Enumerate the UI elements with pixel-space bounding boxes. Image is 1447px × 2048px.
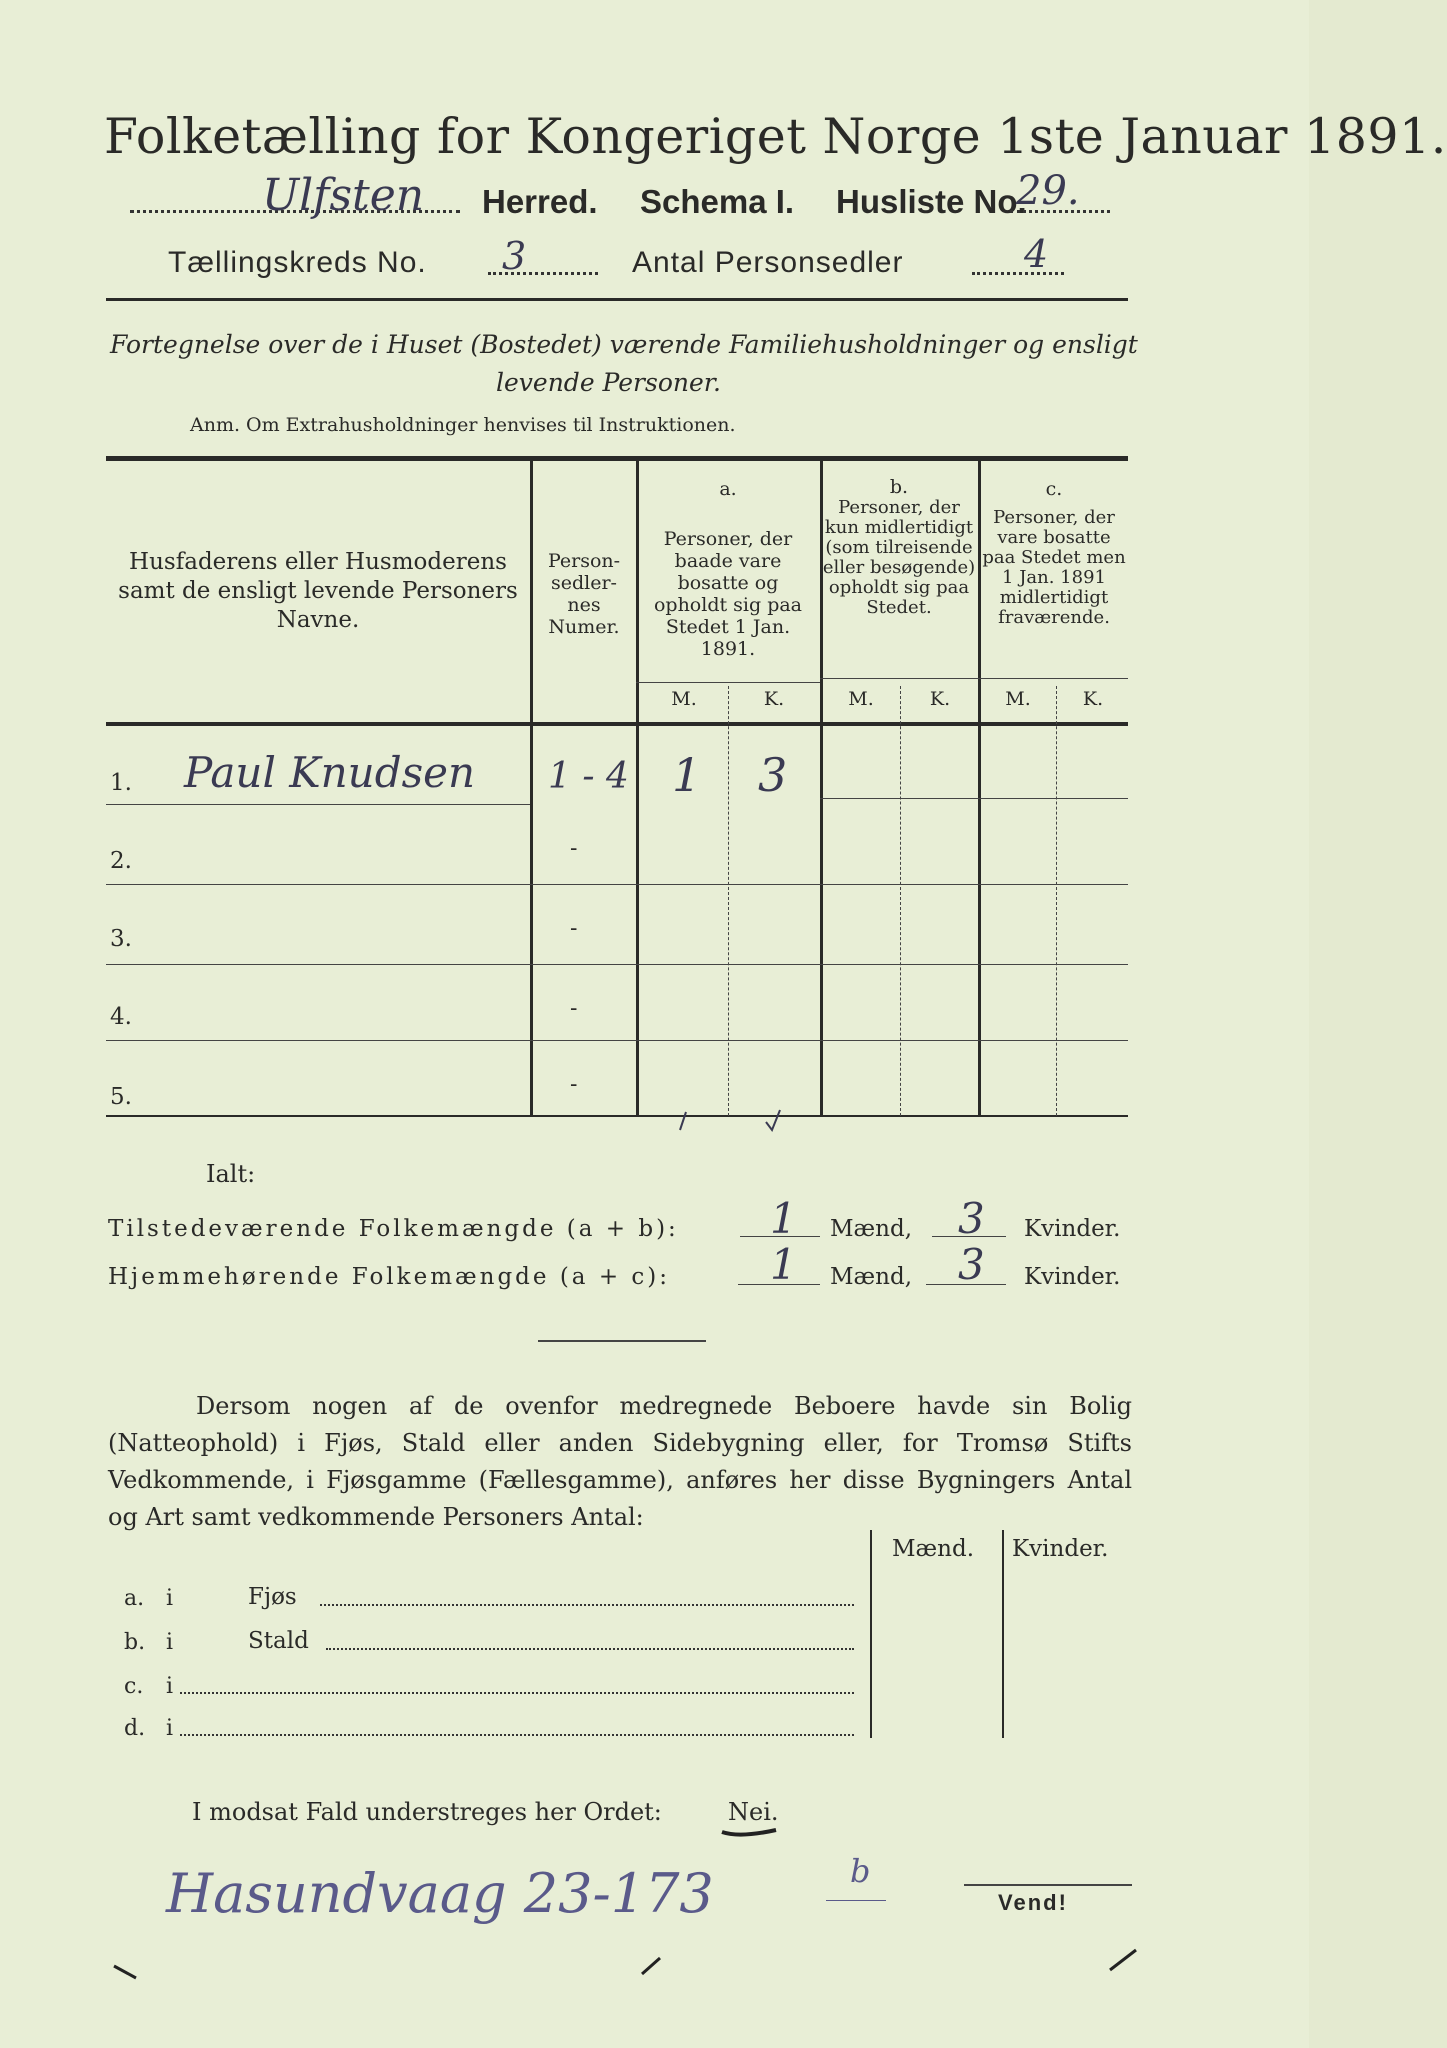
item-a-i: i — [166, 1586, 174, 1611]
hjemme-label: Hjemmehørende Folkemængde (a + c): — [108, 1264, 670, 1290]
corner-mark-right — [1106, 1944, 1142, 1980]
nei-underline — [720, 1826, 780, 1840]
schema-label: Schema I. — [640, 183, 795, 220]
kvinder-col-divider — [1002, 1530, 1004, 1738]
numer-column-header: Person-sedler-nes Numer. — [547, 550, 621, 638]
row-5-numer: - — [570, 1072, 578, 1097]
row-4-line — [106, 1040, 1128, 1041]
col-a-header: Personer, der baade vare bosatte og opholdt sig paa Stedet 1 Jan. 1891. — [653, 528, 803, 660]
table-top-rule — [106, 456, 1128, 461]
herred-value: Ulfsten — [262, 170, 425, 221]
col-a-m-label: M. — [671, 688, 697, 710]
row-1-name: Paul Knudsen — [184, 748, 476, 797]
bygning-maend-header: Mænd. — [892, 1536, 975, 1562]
row-1-number: 1. — [110, 770, 132, 796]
form-title: Folketælling for Kongeriget Norge 1ste Januar 1891. — [104, 108, 1447, 165]
row-1-cols-line — [820, 798, 1128, 799]
item-a-dots — [320, 1604, 854, 1606]
tick-marks — [670, 1100, 790, 1140]
antal-label: Antal Personsedler — [632, 246, 904, 279]
note-underline — [826, 1900, 886, 1901]
tick-mark-1 — [680, 1112, 686, 1130]
antal-dotted-line — [972, 272, 1064, 275]
maend-col-divider — [870, 1530, 872, 1738]
intro-line-2: levende Personer. — [496, 368, 721, 397]
row-3-number: 3. — [110, 926, 132, 952]
col-c-k-label: K. — [1082, 688, 1104, 710]
item-a-letter: a. — [124, 1586, 145, 1611]
row-4-numer: - — [570, 996, 578, 1021]
tick-mark-2 — [766, 1110, 780, 1130]
col-b-k-label: K. — [929, 688, 951, 710]
row-1-a-m: 1 — [672, 748, 702, 802]
col-b-header: Personer, der kun midlertidigt (som tilreisende eller besøgende) opholdt sig paa Stedet. — [822, 497, 976, 618]
col-b-mk-divider — [900, 686, 902, 1116]
col-b-m-label: M. — [848, 688, 874, 710]
item-a-label: Fjøs — [248, 1584, 297, 1610]
col-a-subheader-line — [636, 682, 820, 683]
row-1-name-line — [106, 804, 530, 805]
anm-note: Anm. Om Extrahusholdninger henvises til Instruktionen. — [190, 414, 736, 436]
intro-line-1: Fortegnelse over de i Huset (Bostedet) værende Familiehusholdninger og ensligt — [110, 330, 1138, 359]
table-bottom-rule — [106, 1115, 1128, 1117]
hjemme-kvinder-label: Kvinder. — [1024, 1264, 1121, 1290]
col-a-k-label: K. — [763, 688, 785, 710]
item-d-i: i — [166, 1716, 174, 1741]
kreds-value: 3 — [502, 234, 527, 278]
kreds-label: Tællingskreds No. — [168, 246, 427, 279]
ialt-label: Ialt: — [206, 1160, 256, 1188]
row-4-number: 4. — [110, 1004, 132, 1030]
row-2-number: 2. — [110, 848, 132, 874]
row-1-a-k: 3 — [758, 748, 788, 802]
tilstede-kvinder-label: Kvinder. — [1024, 1216, 1121, 1242]
item-b-letter: b. — [124, 1630, 146, 1655]
item-b-label: Stald — [248, 1628, 309, 1654]
col-a-mk-divider — [728, 686, 730, 1116]
bygning-kvinder-header: Kvinder. — [1012, 1536, 1109, 1562]
section-separator — [538, 1340, 706, 1342]
col-divider-2 — [636, 460, 639, 1116]
antal-value: 4 — [1024, 232, 1049, 276]
item-c-letter: c. — [124, 1674, 144, 1699]
vend-line — [964, 1884, 1132, 1886]
col-c-mk-divider — [1056, 686, 1058, 1116]
hjemme-k-value: 3 — [958, 1240, 985, 1289]
tilstede-label: Tilstedeværende Folkemængde (a + b): — [108, 1216, 679, 1242]
bygning-paragraph: Dersom nogen af de ovenfor medregnede Beboere havde sin Bolig (Natteophold) i Fjøs, Stald eller anden Sidebygning eller, for Tromsø Stifts Vedkommende, i Fjøsgamme (Fællesgamme), anføres her disse Bygningers Antal og Art samt vedkommende Personers Antal: — [108, 1392, 1132, 1531]
col-c-subheader-line — [978, 678, 1128, 679]
table-header-rule — [106, 722, 1128, 726]
col-b-subheader-line — [820, 678, 978, 679]
col-a-letter: a. — [719, 478, 737, 500]
col-b-letter: b. — [889, 476, 909, 498]
item-b-i: i — [166, 1630, 174, 1655]
names-column-header: Husfaderens eller Husmoderens samt de ensligt levende Personers Navne. — [118, 549, 518, 633]
col-c-letter: c. — [1045, 478, 1063, 500]
item-c-dots — [180, 1692, 854, 1694]
herred-label: Herred. — [482, 183, 598, 220]
header-rule — [106, 298, 1128, 301]
row-3-line — [106, 964, 1128, 965]
row-5-number: 5. — [110, 1084, 132, 1110]
corner-mark-center — [636, 1952, 666, 1982]
row-1-numer: 1 - 4 — [548, 756, 629, 797]
hjemme-maend-label: Mænd, — [830, 1264, 913, 1290]
col-divider-1 — [530, 460, 533, 1116]
col-c-m-label: M. — [1005, 688, 1031, 710]
tilstede-k-value: 3 — [958, 1194, 985, 1243]
corner-mark-left — [112, 1960, 142, 1984]
vend-label: Vend! — [998, 1890, 1068, 1915]
husliste-label: Husliste No. — [836, 183, 1027, 220]
item-b-dots — [326, 1648, 854, 1650]
col-c-header: Personer, der vare bosatte paa Stedet men 1 Jan. 1891 midlertidigt fraværende. — [982, 507, 1126, 628]
tilstede-m-value: 1 — [770, 1194, 797, 1243]
modsat-label: I modsat Fald understreges her Ordet: — [192, 1798, 662, 1826]
nei-word: Nei. — [728, 1798, 779, 1826]
row-2-numer: - — [570, 836, 578, 861]
husliste-value: 29. — [1016, 168, 1080, 214]
handwritten-note: Hasundvaag 23-173 — [166, 1862, 714, 1925]
row-2-line — [106, 884, 1128, 885]
tilstede-maend-label: Mænd, — [830, 1216, 913, 1242]
item-d-dots — [180, 1734, 854, 1736]
row-3-numer: - — [570, 916, 578, 941]
hjemme-m-value: 1 — [770, 1240, 797, 1289]
item-d-letter: d. — [124, 1716, 146, 1741]
handwritten-note-sup: b — [850, 1852, 871, 1890]
item-c-i: i — [166, 1674, 174, 1699]
